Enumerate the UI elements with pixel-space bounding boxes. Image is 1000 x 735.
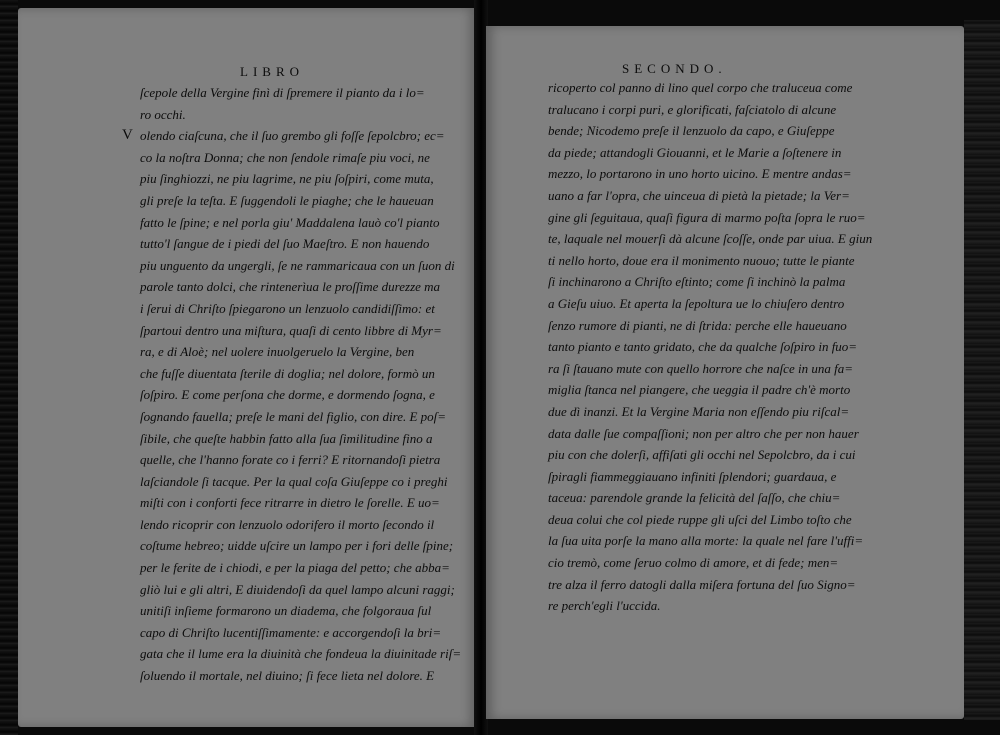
text-line: ſenzo rumore di pianti, ne di ſtrida: perche elle haueuano: [548, 317, 847, 333]
text-line: gine gli ſeguitaua, quaſi figura di marmo poſta ſopra le ruo=: [548, 209, 866, 225]
text-line: per le ferite de i chiodi, e per la piaga del petto; che abba=: [140, 560, 450, 576]
text-line: piu con che dolerſi, affiſati gli occhi nel Sepolcbro, da i cui: [548, 447, 856, 463]
text-line: laſciandole ſi tacque. Per la qual coſa Giuſeppe co i preghi: [140, 473, 448, 489]
text-line: unitiſi inſieme formarono un diadema, che folgoraua ſul: [140, 603, 432, 619]
text-line: ſoſpiro. E come perſona che dorme, e dormendo ſogna, e: [140, 387, 435, 403]
text-line: data dalle ſue compaſſioni; non per altro che per non hauer: [548, 425, 859, 441]
left-page: [18, 8, 476, 727]
text-line: fatto le ſpine; e nel porla giu' Maddalena lauò co'l pianto: [140, 214, 440, 230]
text-line: tanto pianto e tanto gridato, che da qualche ſoſpiro in fuo=: [548, 339, 858, 355]
text-line: a Gieſu uiuo. Et aperta la ſepoltura ue lo chiuſero dentro: [548, 295, 845, 311]
text-line: i ſerui di Chriſto ſpiegarono un lenzuolo candidiſſimo: et: [140, 300, 435, 316]
text-line: deua colui che col piede ruppe gli uſci del Limbo toſto che: [548, 511, 852, 527]
text-line: ſpiragli fiammeggiauano infiniti ſplendori; guardaua, e: [548, 468, 837, 484]
left-page-text: [122, 82, 462, 687]
text-line: olendo ciaſcuna, che il ſuo grembo gli foſſe ſepolcbro; ec=: [140, 128, 445, 144]
drop-cap: V: [122, 127, 133, 143]
text-line: parole tanto dolci, che rintenerìua le proſſime durezze ma: [140, 279, 441, 295]
left-running-head: LIBRO: [240, 64, 304, 79]
text-line: capo di Chriſto lucentiſſimamente: e accorgendoſi la bri=: [140, 624, 442, 640]
right-page: [486, 26, 964, 719]
text-line: uano a far l'opra, che uinceua di pietà la pietade; la Ver=: [548, 187, 850, 203]
text-line: ſibile, che queſte habbin fatto alla ſua ſimilitudine fino a: [140, 430, 433, 446]
text-line: re perch'egli l'uccida.: [548, 598, 661, 614]
text-line: ra, e di Aloè; nel uolere inuolgeruelo la Vergine, ben: [140, 344, 415, 360]
text-line: ſcepole della Vergine finì di ſpremere il pianto da i lo=: [140, 85, 425, 100]
text-line: ſoluendo il mortale, nel diuino; ſi fece lieta nel dolore. E: [140, 668, 435, 684]
text-line: tralucano i corpi puri, e glorificati, faſciatolo di alcune: [548, 101, 837, 117]
text-line: taceua: parendole grande la felicità del ſaſſo, che chiu=: [548, 490, 841, 506]
text-line: tutto'l ſangue de i piedi del ſuo Maeſtro. E non hauendo: [140, 236, 430, 252]
left-page-edge: [0, 0, 18, 735]
text-line: te, laquale nel mouerſi dà alcune ſcoſſe, onde par uiua. E giun: [548, 231, 873, 247]
text-line: ſognando fauella; preſe le mani del figlio, con dire. E poſ=: [140, 408, 447, 424]
text-line: ſi inchinarono a Chriſto eſtinto; come ſi inchinò la palma: [548, 274, 846, 290]
right-page-edge: [964, 20, 1000, 720]
text-line: quelle, che l'hanno forate co i ferri? E ritornandoſi pietra: [140, 452, 441, 468]
text-line: ricoperto col panno di lino quel corpo che traluceua come: [548, 80, 853, 95]
text-line: la ſua uita porſe la mano alla morte: la quale nel fare l'uffi=: [548, 533, 864, 549]
text-line: gata che il lume era la diuinità che fondeua la diuinitade riſ=: [140, 646, 462, 662]
text-line: gliò lui e gli altri, E diuidendoſi da quel lampo alcuni raggi;: [140, 581, 455, 597]
text-line: ro occhi.: [140, 106, 186, 122]
text-line: cio tremò, come ſeruo colmo di amore, et di fede; men=: [548, 555, 839, 571]
text-line: mezzo, lo portarono in uno horto uicino. E mentre andas=: [548, 166, 852, 182]
text-line: miglia ſtanca nel piangere, che ueggia il padre ch'è morto: [548, 382, 851, 398]
right-running-head: SECONDO.: [622, 61, 727, 76]
text-line: due dì inanzi. Et la Vergine Maria non eſſendo piu riſcal=: [548, 403, 850, 419]
text-line: miſti con i conforti fece ritrarre in dietro le ſorelle. E uo=: [140, 495, 440, 511]
text-line: tre alza il ferro datogli dalla miſera fortuna del ſuo Signo=: [548, 576, 856, 592]
text-line: ſpartoui dentro una miſtura, quaſi di cento libbre di Myr=: [140, 322, 442, 338]
text-line: piu unguento da ungergli, ſe ne rammaricaua con un ſuon di: [140, 257, 455, 273]
text-line: gli preſe la teſta. E ſuggendoli le piaghe; che le haueuan: [140, 192, 434, 208]
text-line: ti nello horto, doue era il monimento nuouo; tutte le piante: [548, 252, 855, 268]
text-line: coſtume hebreo; uidde uſcire un lampo per i fori delle ſpine;: [140, 538, 454, 554]
text-line: piu ſinghiozzi, ne piu lagrime, ne piu ſoſpiri, come muta,: [140, 171, 434, 187]
text-line: lendo ricoprir con lenzuolo odorifero il morto ſecondo il: [140, 516, 435, 532]
text-line: bende; Nicodemo preſe il lenzuolo da capo, e Giuſeppe: [548, 123, 835, 139]
text-line: co la noſtra Donna; che non ſendole rimaſe piu voci, ne: [140, 149, 430, 165]
text-line: che fuſſe diuentata ſterile di doglia; nel dolore, formò un: [140, 365, 435, 381]
text-line: ra ſi ſtauano mute con quello horrore che naſce in una fa=: [548, 360, 853, 376]
right-page-text: [548, 77, 872, 617]
text-line: da piede; attandogli Giouanni, et le Marie a ſoſtenere in: [548, 144, 842, 160]
